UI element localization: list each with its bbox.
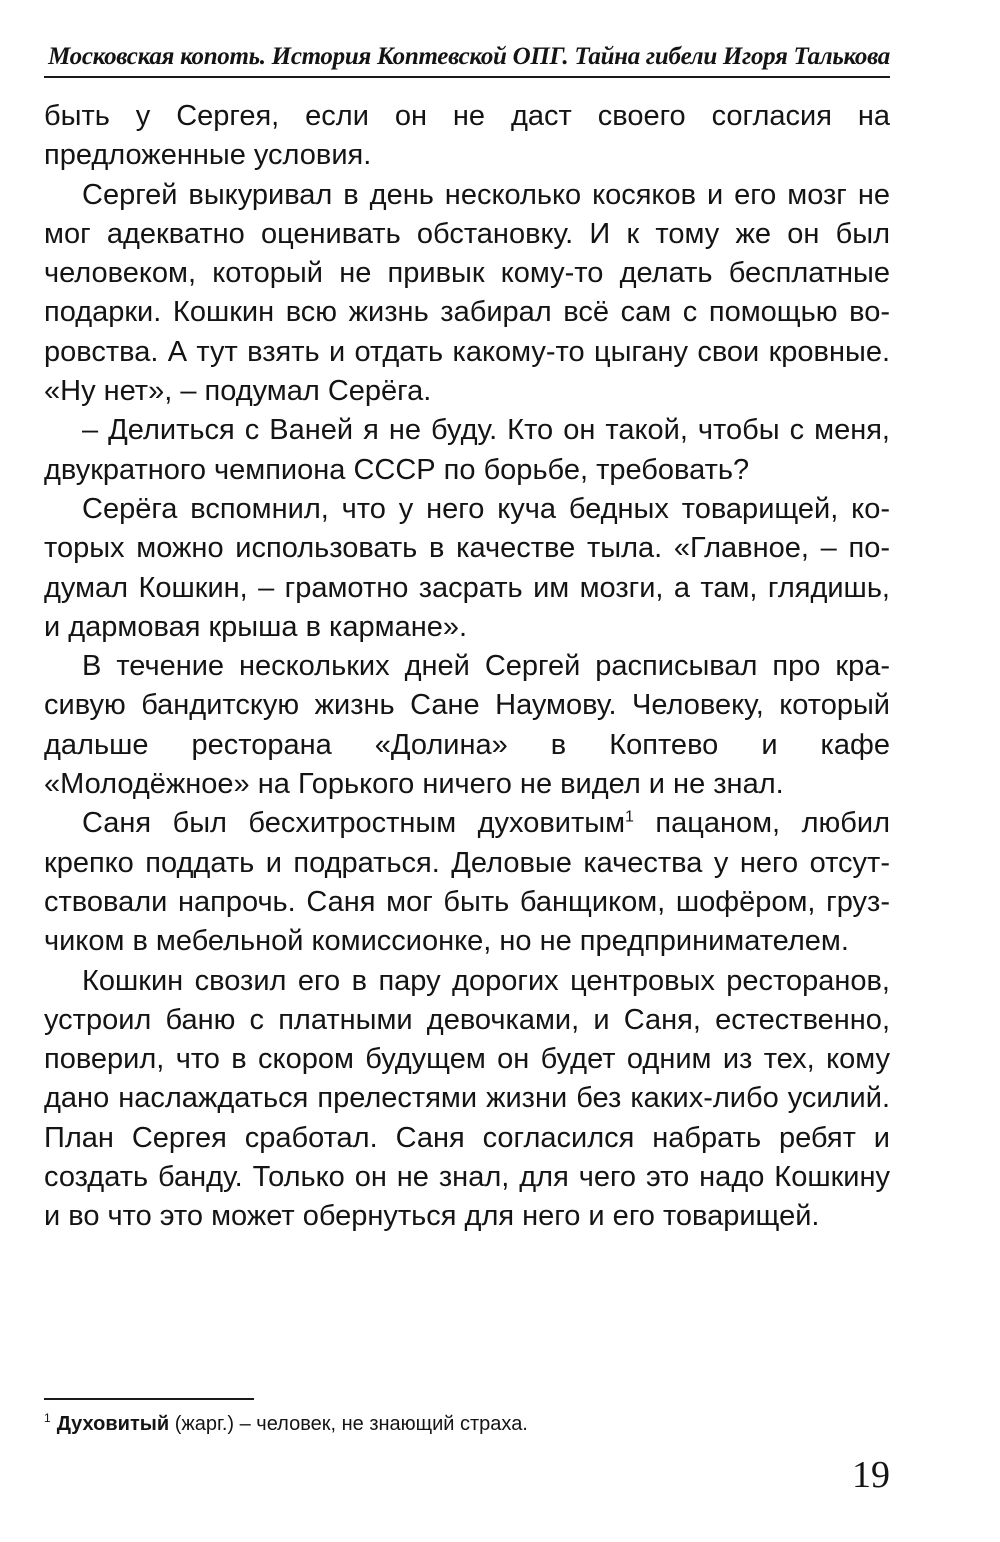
page-number: 19 <box>852 1454 890 1496</box>
footnote <box>44 1410 890 1438</box>
paragraph-1: быть у Сергея, если он не даст своего согласия на предложенные условия. <box>44 100 890 172</box>
footnote-definition: (жарг.) – человек, не знающий страха. <box>169 1413 528 1435</box>
paragraph-4: Серёга вспомнил, что у него куча бедных товарищей, которых можно использовать в качестве тыла. «Главное, – подумал Кошкин, – грамотно засрать им мозги, а там, глядишь, и дармовая крыша в кармане». <box>44 492 890 643</box>
paragraph-2: Сергей выкуривал в день несколько косяков и его мозг не мог адекватно оценивать обстановку. И к тому же он был человеком, который не привык кому-то делать бесплатные подарки. Кошкин всю жизнь забирал всё сам с помощью воровства. А тут взять и отдать какому-то цыгану свои кровные. «Ну нет», – подумал Серёга. <box>44 178 890 408</box>
footnote-term: Духовитый <box>56 1413 170 1435</box>
running-header: Московская копоть. История Коптевской ОПГ. Тайна гибели Игоря Талькова <box>44 40 890 78</box>
paragraph-6-end: пацаном, любил крепко поддать и подраться. Деловые качества у него отсутствовали напрочь. Саня мог быть банщиком, шофёром, грузчиком в мебельной комиссионке, но не предпринимателем. <box>44 807 890 958</box>
footnote-number: 1 <box>44 1411 51 1426</box>
paragraph-5: В течение нескольких дней Сергей расписывал про красивую бандитскую жизнь Сане Наумову. Человеку, который дальше ресторана «Долина» в Коптево и кафе «Молодёжное» на Горького ничего не видел и не знал. <box>44 650 890 801</box>
body-text <box>44 97 890 1237</box>
paragraph-3: – Делиться с Ваней я не буду. Кто он такой, чтобы с меня, двукратного чемпиона СССР по борьбе, требовать? <box>44 414 890 486</box>
paragraph-6 <box>44 804 890 961</box>
footnote-rule <box>44 1398 254 1400</box>
paragraph-7: Кошкин свозил его в пару дорогих центровых ресторанов, устроил баню с платными девочками, и Саня, естественно, поверил, что в скором будущем он будет одним из тех, кому дано наслаждаться прелестями жизни без каких-либо усилий. План Сергея сработал. Саня согласился набрать ребят и создать банду. Только он не знал, для чего это надо Кошкину и во что это может обернуться для него и его товарищей. <box>44 964 890 1233</box>
footnote-marker: 1 <box>625 808 634 826</box>
paragraph-6-start: Саня был бесхитростным духовитым <box>82 807 626 840</box>
